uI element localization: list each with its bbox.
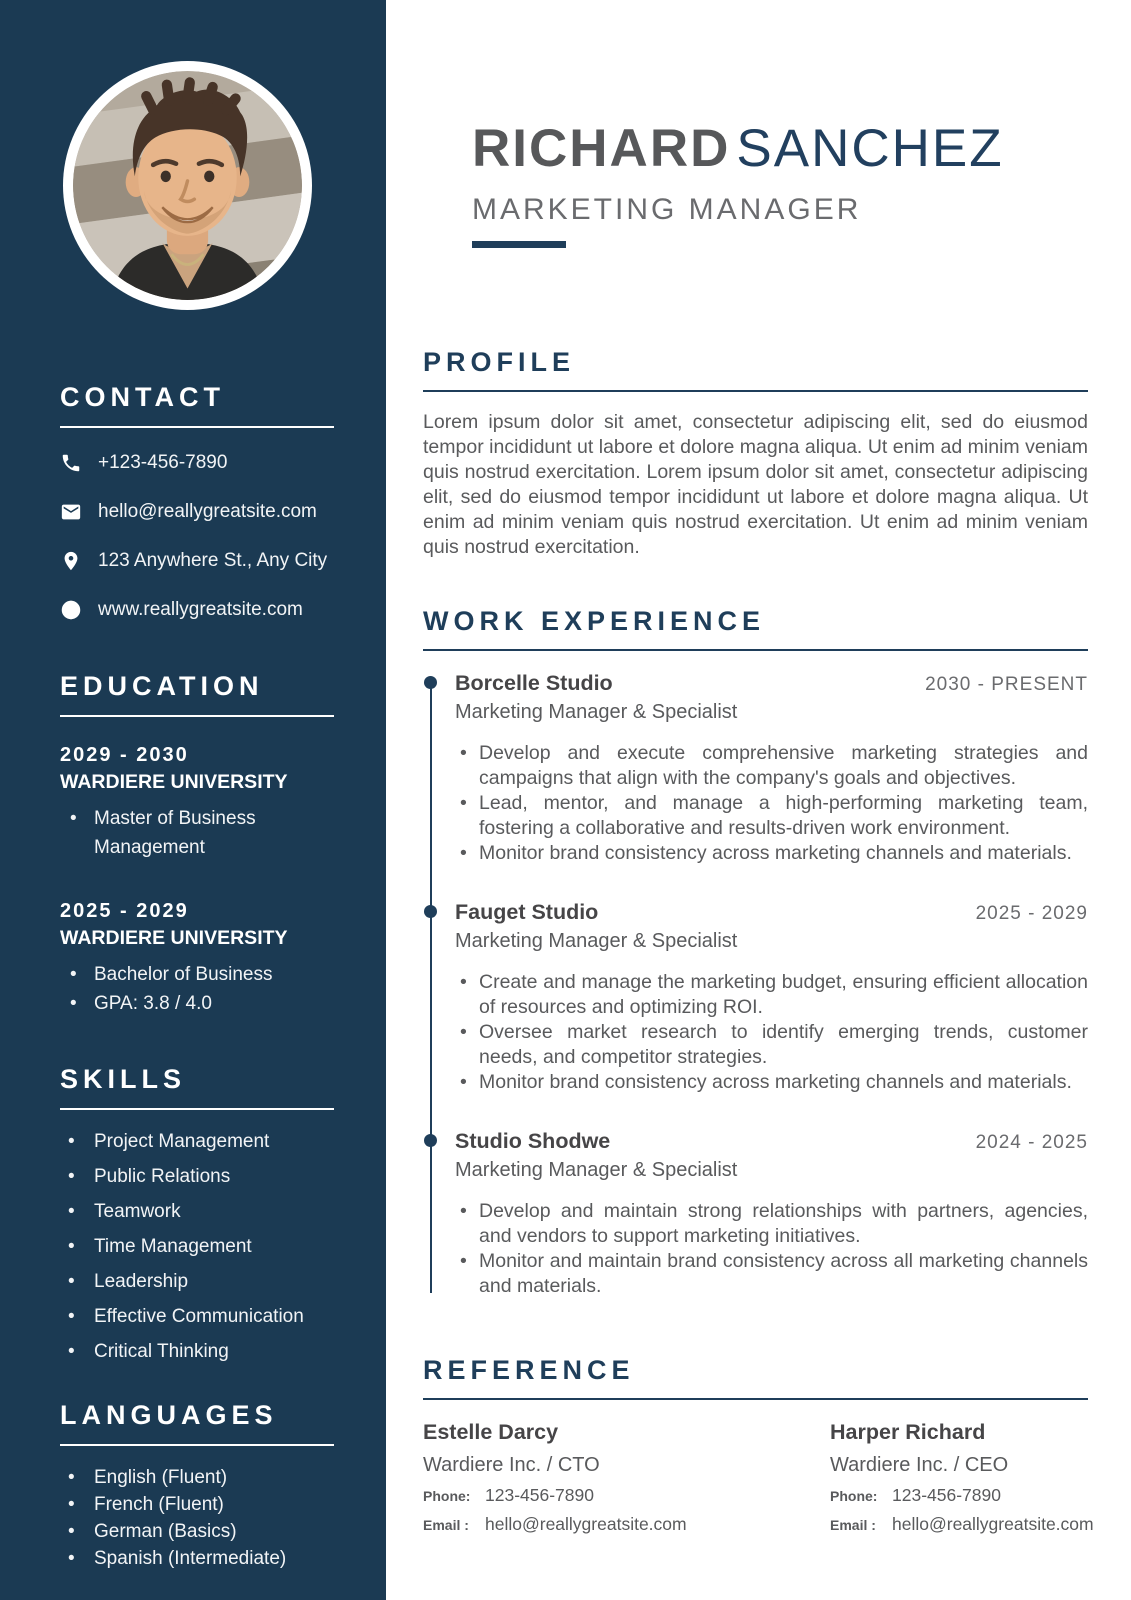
skills-title: SKILLS xyxy=(60,1064,334,1110)
location-icon xyxy=(60,550,82,572)
job-entry xyxy=(423,900,1088,1095)
title-accent-bar xyxy=(472,241,566,248)
person-name xyxy=(472,119,1088,178)
email-label: Email : xyxy=(830,1517,876,1533)
work-experience-title: WORK EXPERIENCE xyxy=(423,606,1088,651)
street-address: 123 Anywhere St., Any City xyxy=(98,550,328,571)
skill-item: • Project Management xyxy=(60,1132,334,1152)
job-period: 2025 - 2029 xyxy=(975,903,1088,924)
job-bullet-list xyxy=(455,1199,1088,1299)
education-years: 2029 - 2030 xyxy=(60,744,189,766)
reference-email: hello@reallygreatsite.com xyxy=(892,1514,1094,1534)
reference-section xyxy=(423,1355,1094,1535)
timeline-dot xyxy=(424,1134,437,1147)
phone-number: +123-456-7890 xyxy=(98,452,228,473)
job-header xyxy=(455,900,1088,925)
reference-phone: 123-456-7890 xyxy=(892,1485,1001,1505)
reference-email: hello@reallygreatsite.com xyxy=(485,1514,687,1534)
job-bullet: • Develop and execute comprehensive marketing strategies and campaigns that align with the company's goals and objectives. xyxy=(455,741,1088,791)
contact-item-address xyxy=(60,550,334,572)
skill-item: • Leadership xyxy=(60,1272,334,1292)
contact-item-phone xyxy=(60,452,334,474)
reference-company-role: Wardiere Inc. / CEO xyxy=(830,1454,1009,1476)
job-company: Studio Shodwe xyxy=(455,1129,611,1153)
skill-item: • Public Relations xyxy=(60,1167,334,1187)
job-entry xyxy=(423,1129,1088,1299)
reference-card xyxy=(830,1420,1094,1535)
reference-phone-row xyxy=(423,1485,830,1506)
languages-title: LANGUAGES xyxy=(60,1400,334,1446)
work-experience-section xyxy=(423,606,1088,1299)
job-bullet: • Oversee market research to identify emerging trends, customer needs, and competitor strategies. xyxy=(455,1020,1088,1070)
job-bullet-list xyxy=(455,741,1088,866)
skill-item: • Time Management xyxy=(60,1237,334,1257)
job-role: Marketing Manager & Specialist xyxy=(455,930,738,952)
job-bullet-list xyxy=(455,970,1088,1095)
reference-company-role: Wardiere Inc. / CTO xyxy=(423,1454,600,1476)
reference-email-row xyxy=(830,1514,1094,1535)
first-name: RICHARD xyxy=(472,119,731,178)
profile-text: Lorem ipsum dolor sit amet, consectetur adipiscing elit, sed do eiusmod tempor incididunt ut labore et dolore magna aliqua. Ut enim ad minim veniam quis nostrud exercitation. Lorem ipsum dolor sit amet, consectetur adipiscing elit, sed do eiusmod tempor incididunt ut labore et dolore magna aliqua. Ut enim ad minim veniam quis nostrud exercitation. Ut enim ad minim veniam quis nostrud exercitation. xyxy=(423,411,1088,558)
job-company: Fauget Studio xyxy=(455,900,599,924)
contact-item-website xyxy=(60,599,334,621)
reference-card xyxy=(423,1420,830,1535)
email-label: Email : xyxy=(423,1517,469,1533)
mail-icon xyxy=(60,501,82,523)
education-gpa: • GPA: 3.8 / 4.0 xyxy=(60,989,308,1018)
contact-list xyxy=(60,452,334,621)
phone-label: Phone: xyxy=(830,1488,878,1504)
profile-title: PROFILE xyxy=(423,347,1088,392)
contact-item-email xyxy=(60,501,334,523)
job-entry xyxy=(423,671,1088,866)
language-item: • Spanish (Intermediate) xyxy=(60,1549,334,1569)
phone-icon xyxy=(60,452,82,474)
job-header xyxy=(455,671,1088,696)
sidebar xyxy=(0,0,386,1600)
contact-title: CONTACT xyxy=(60,382,334,428)
language-item: • English (Fluent) xyxy=(60,1468,334,1488)
person-job-title: MARKETING MANAGER xyxy=(472,193,862,226)
job-bullet: • Monitor brand consistency across marketing channels and materials. xyxy=(455,1070,1088,1095)
job-bullet: • Lead, mentor, and manage a high-performing marketing team, fostering a collaborative and results-driven work environment. xyxy=(455,791,1088,841)
profile-photo xyxy=(63,61,312,310)
education-school: WARDIERE UNIVERSITY xyxy=(60,771,288,793)
profile-section xyxy=(423,347,1088,560)
main-column xyxy=(423,0,1094,1535)
job-bullet: • Develop and maintain strong relationships with partners, agencies, and vendors to support marketing initiatives. xyxy=(455,1199,1088,1249)
reference-phone: 123-456-7890 xyxy=(485,1485,594,1505)
phone-label: Phone: xyxy=(423,1488,471,1504)
resume-header xyxy=(423,119,1088,248)
education-entry xyxy=(60,900,334,1018)
job-bullet: • Monitor and maintain brand consistency across all marketing channels and materials. xyxy=(455,1249,1088,1299)
skill-item: • Critical Thinking xyxy=(60,1342,334,1362)
job-header xyxy=(455,1129,1088,1154)
education-years: 2025 - 2029 xyxy=(60,900,189,922)
avatar xyxy=(73,71,302,300)
timeline-dot xyxy=(424,676,437,689)
language-item: • German (Basics) xyxy=(60,1522,334,1542)
reference-title: REFERENCE xyxy=(423,1355,1088,1400)
job-period: 2024 - 2025 xyxy=(975,1132,1088,1153)
education-section xyxy=(0,671,386,1018)
education-school: WARDIERE UNIVERSITY xyxy=(60,927,288,949)
contact-section xyxy=(0,382,386,621)
skill-item: • Teamwork xyxy=(60,1202,334,1222)
skill-item: • Effective Communication xyxy=(60,1307,334,1327)
skills-list xyxy=(60,1132,334,1362)
reference-grid xyxy=(423,1420,1094,1535)
timeline-dot xyxy=(424,905,437,918)
reference-name: Estelle Darcy xyxy=(423,1420,559,1444)
language-item: • French (Fluent) xyxy=(60,1495,334,1515)
education-degree-list xyxy=(60,804,308,862)
job-period: 2030 - PRESENT xyxy=(925,674,1088,695)
languages-list xyxy=(60,1468,334,1569)
languages-section xyxy=(0,1400,386,1569)
education-title: EDUCATION xyxy=(60,671,334,717)
website-url: www.reallygreatsite.com xyxy=(98,599,303,620)
reference-email-row xyxy=(423,1514,830,1535)
reference-phone-row xyxy=(830,1485,1094,1506)
reference-name: Harper Richard xyxy=(830,1420,986,1444)
education-degree: • Bachelor of Business xyxy=(60,960,308,989)
job-role: Marketing Manager & Specialist xyxy=(455,1159,738,1181)
jobs-timeline xyxy=(423,671,1088,1299)
last-name: SANCHEZ xyxy=(736,119,1004,178)
job-role: Marketing Manager & Specialist xyxy=(455,701,738,723)
job-bullet: • Create and manage the marketing budget, ensuring efficient allocation of resources and optimizing ROI. xyxy=(455,970,1088,1020)
job-company: Borcelle Studio xyxy=(455,671,613,695)
globe-icon xyxy=(60,599,82,621)
education-entry xyxy=(60,744,334,862)
education-degree: • Master of Business Management xyxy=(60,804,308,862)
job-bullet: • Monitor brand consistency across marketing channels and materials. xyxy=(455,841,1088,866)
education-degree-list xyxy=(60,960,308,1018)
email-address: hello@reallygreatsite.com xyxy=(98,501,317,522)
skills-section xyxy=(0,1064,386,1362)
